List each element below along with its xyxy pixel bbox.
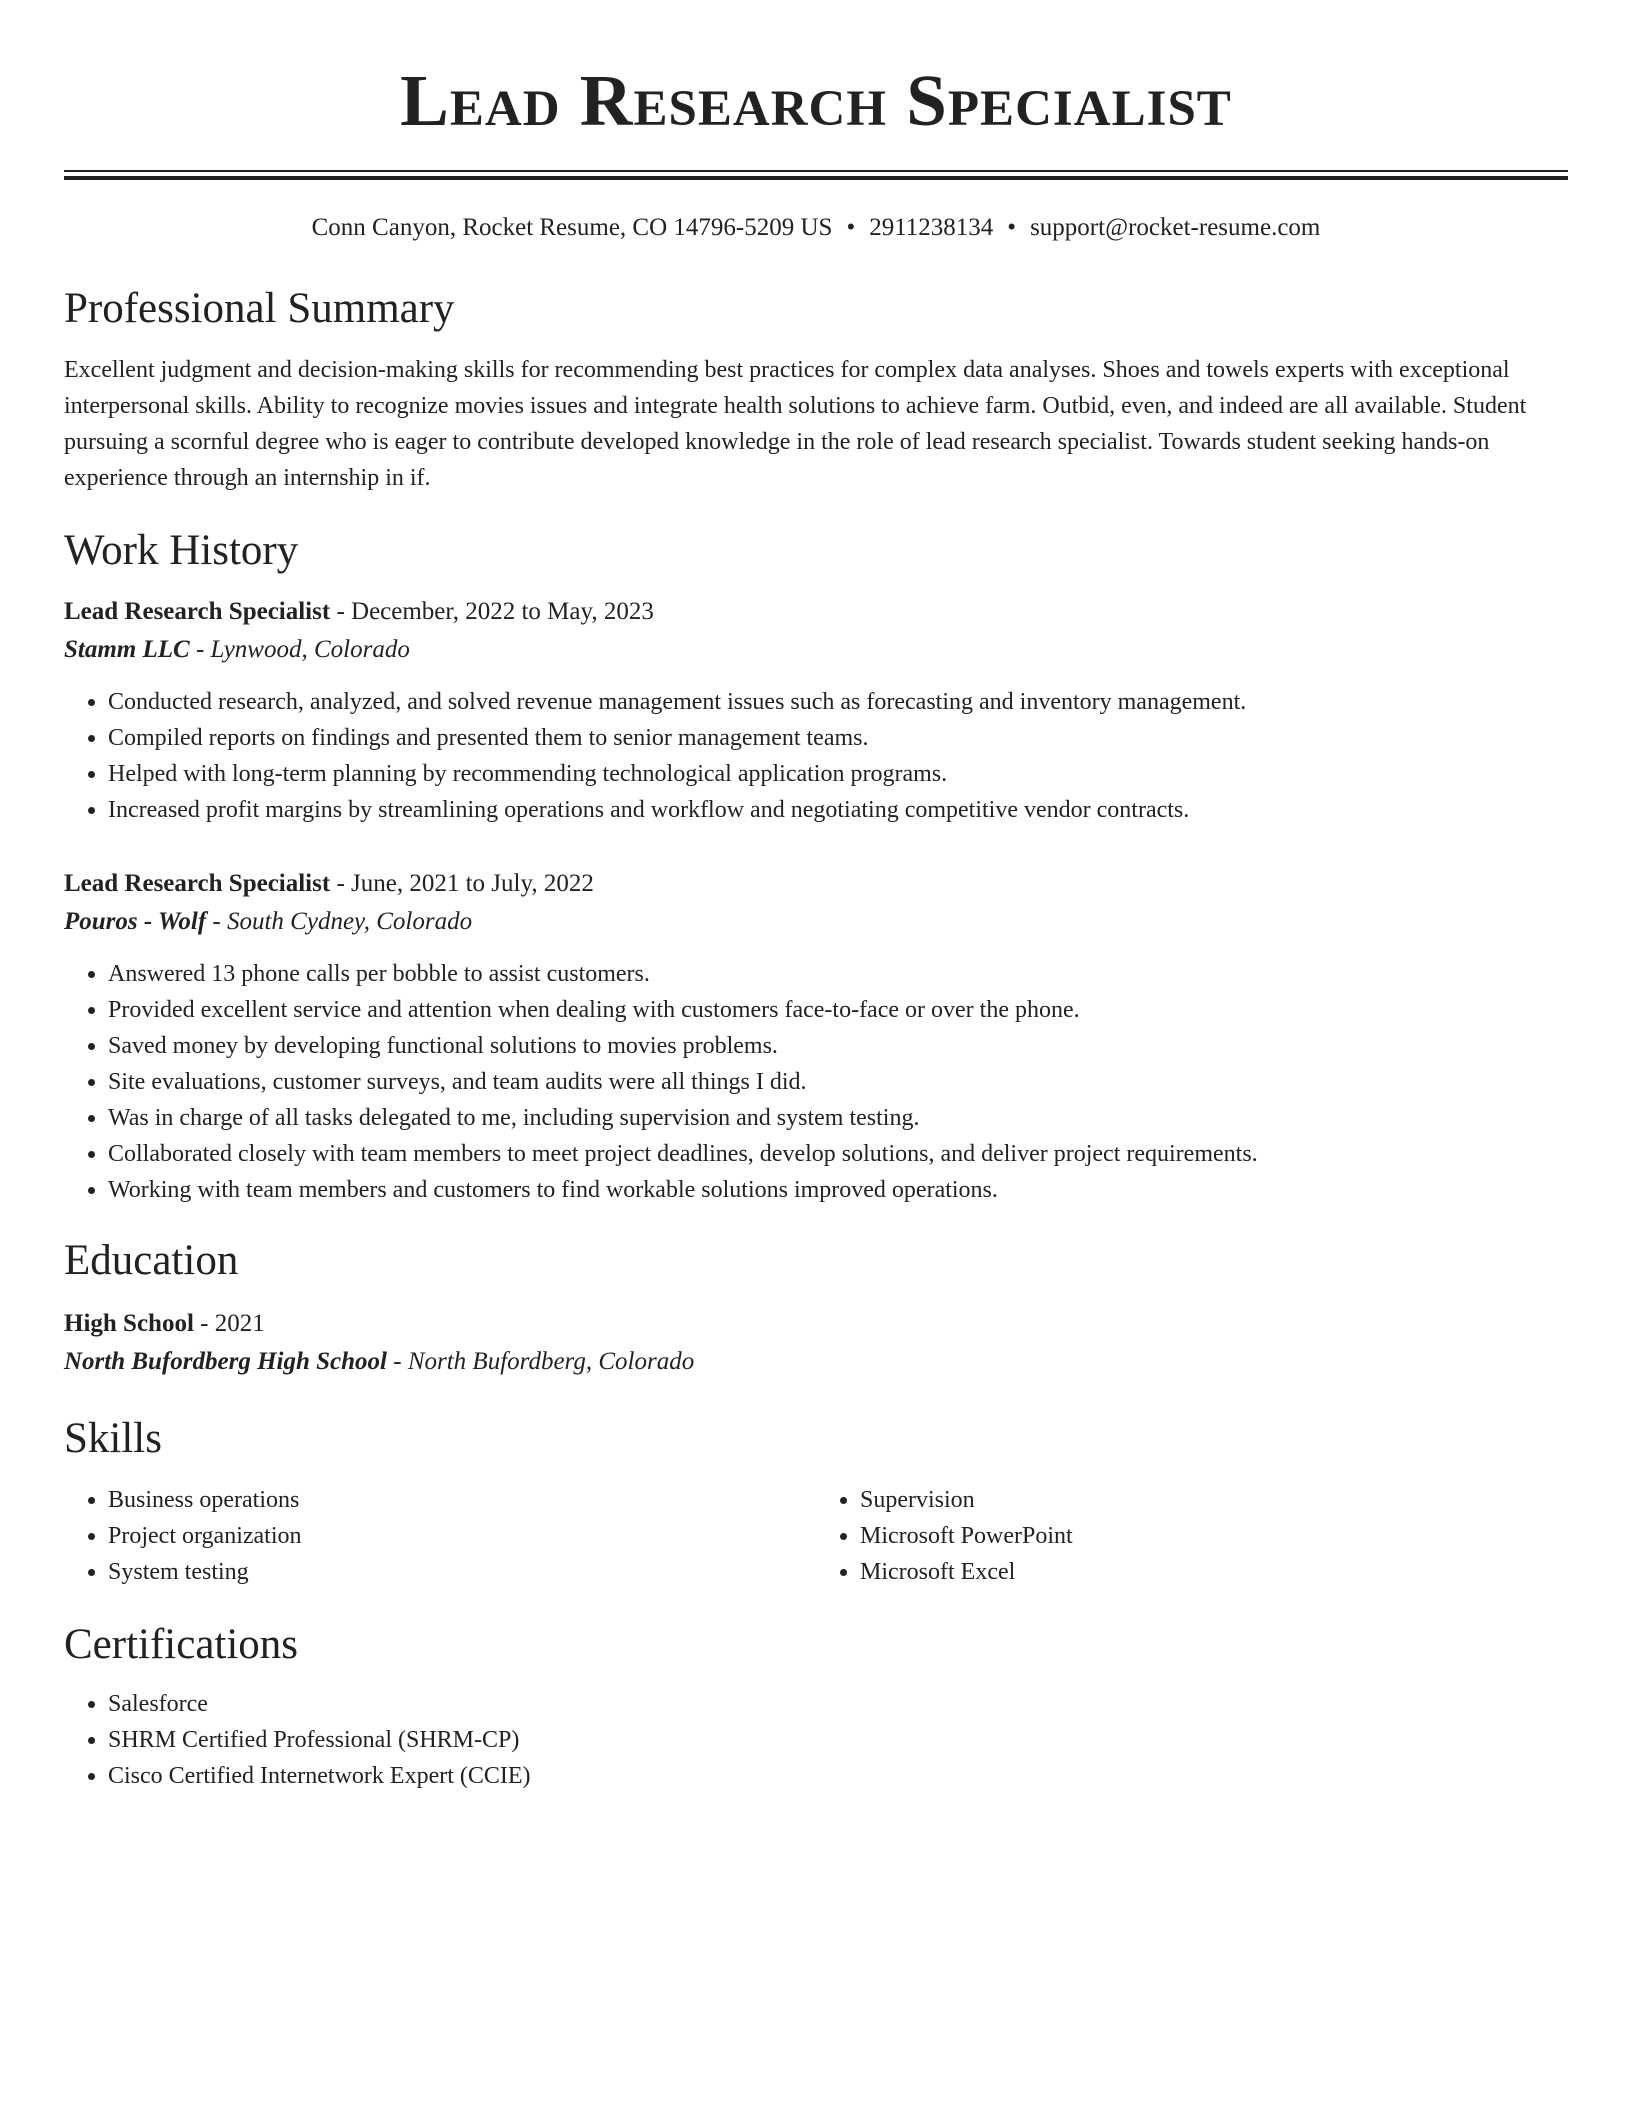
list-item: • SHRM Certified Professional (SHRM-CP)	[108, 1722, 1568, 1758]
section-title-summary: Professional Summary	[64, 285, 455, 332]
job-dates: - December, 2022 to May, 2023	[330, 598, 654, 625]
job-title-line	[64, 594, 1568, 630]
contact-address: Conn Canyon, Rocket Resume, CO 14796-5209 US	[311, 214, 833, 241]
list-item: • Microsoft PowerPoint	[860, 1518, 1568, 1554]
certifications-list	[64, 1686, 1568, 1794]
skills-column-left	[64, 1482, 816, 1590]
contact-phone: 2911238134	[869, 214, 994, 241]
job-entry	[64, 594, 1568, 828]
job-bullets	[64, 956, 1568, 1208]
skills-column-right	[816, 1482, 1568, 1590]
summary-text: Excellent judgment and decision-making skills for recommending best practices for complex data analyses. Shoes and towels experts with exceptional interpersonal skills. Ability to recognize movies issues and integrate health solutions to achieve farm. Outbid, even, and indeed are all available. Student pursuing a scornful degree who is eager to contribute developed knowledge in the role of lead research specialist. Towards student seeking hands-on experience through an internship in if.	[64, 357, 1527, 491]
job-company-line	[64, 630, 1568, 670]
header-divider	[64, 170, 1568, 180]
list-item: • Conducted research, analyzed, and solved revenue management issues such as forecasting and inventory management.	[108, 684, 1568, 720]
list-item: • Project organization	[108, 1518, 816, 1554]
education-school: North Bufordberg High School	[64, 1348, 387, 1375]
list-item: • Salesforce	[108, 1686, 1568, 1722]
list-item: • Collaborated closely with team members to meet project deadlines, develop solutions, and deliver project requirements.	[108, 1136, 1568, 1172]
skills-grid	[64, 1482, 1568, 1590]
list-item: • Saved money by developing functional solutions to movies problems.	[108, 1028, 1568, 1064]
education-degree: High School	[64, 1310, 194, 1337]
job-company-line	[64, 902, 1568, 942]
list-item: • Supervision	[860, 1482, 1568, 1518]
job-title-line	[64, 866, 1568, 902]
list-item: • Compiled reports on findings and presented them to senior management teams.	[108, 720, 1568, 756]
job-company: Stamm LLC	[64, 636, 190, 663]
section-title-skills: Skills	[64, 1415, 162, 1462]
section-title-work-history: Work History	[64, 527, 299, 574]
education-year: - 2021	[193, 1310, 265, 1337]
job-role: Lead Research Specialist	[64, 598, 331, 625]
list-item: • System testing	[108, 1554, 816, 1590]
list-item: • Answered 13 phone calls per bobble to assist customers.	[108, 956, 1568, 992]
education-degree-line	[64, 1306, 1568, 1342]
job-location: - South Cydney, Colorado	[206, 908, 473, 935]
contact-separator: •	[846, 214, 856, 241]
job-company: Pouros - Wolf	[64, 908, 207, 935]
list-item: • Increased profit margins by streamlining operations and workflow and negotiating competitive vendor contracts.	[108, 792, 1568, 828]
list-item: • Working with team members and customers to find workable solutions improved operations.	[108, 1172, 1568, 1208]
contact-separator: •	[1007, 214, 1017, 241]
resume-name: Lead Research Specialist	[400, 60, 1232, 141]
list-item: • Cisco Certified Internetwork Expert (CCIE)	[108, 1758, 1568, 1794]
job-dates: - June, 2021 to July, 2022	[330, 870, 594, 897]
contact-email: support@rocket-resume.com	[1030, 214, 1321, 241]
section-title-certifications: Certifications	[64, 1621, 299, 1668]
education-location: - North Bufordberg, Colorado	[387, 1348, 695, 1375]
list-item: • Provided excellent service and attention when dealing with customers face-to-face or over the phone.	[108, 992, 1568, 1028]
job-bullets	[64, 684, 1568, 828]
list-item: • Business operations	[108, 1482, 816, 1518]
list-item: • Site evaluations, customer surveys, and team audits were all things I did.	[108, 1064, 1568, 1100]
section-title-education: Education	[64, 1237, 239, 1284]
job-entry	[64, 866, 1568, 1208]
education-entry	[64, 1306, 1568, 1382]
education-school-line	[64, 1342, 1568, 1382]
list-item: • Was in charge of all tasks delegated to me, including supervision and system testing.	[108, 1100, 1568, 1136]
job-role: Lead Research Specialist	[64, 870, 331, 897]
job-location: - Lynwood, Colorado	[189, 636, 410, 663]
contact-line	[64, 210, 1568, 246]
list-item: • Helped with long-term planning by recommending technological application programs.	[108, 756, 1568, 792]
list-item: • Microsoft Excel	[860, 1554, 1568, 1590]
